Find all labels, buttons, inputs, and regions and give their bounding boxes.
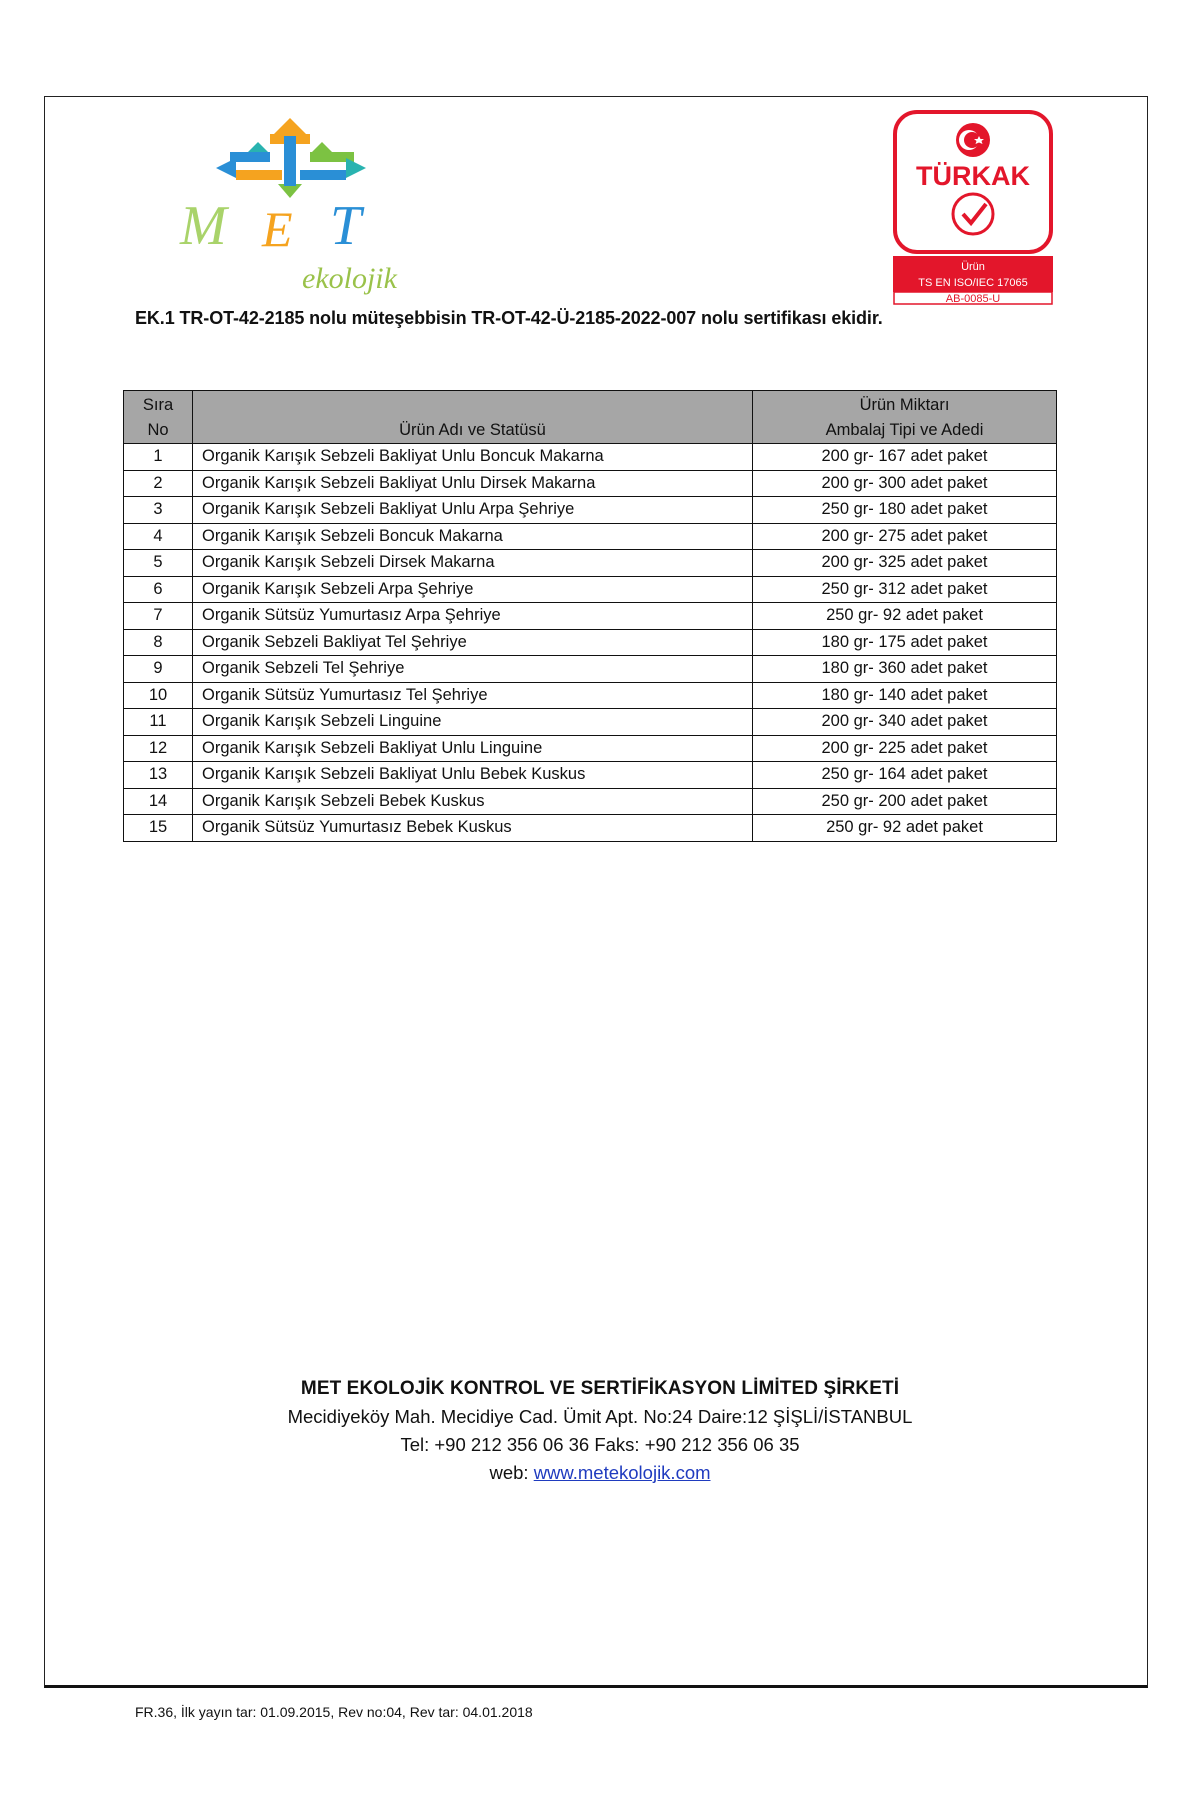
met-ekolojik-logo: [170, 112, 420, 302]
row-quantity: 250 gr- 92 adet paket: [753, 603, 1057, 630]
table-row: [124, 735, 1057, 762]
header-product-name-text: Ürün Adı ve Statüsü: [399, 421, 546, 439]
header-quantity: [753, 391, 1057, 444]
logo-letter-e: E: [262, 201, 293, 257]
header-quantity-line2: Ambalaj Tipi ve Adedi: [825, 421, 984, 439]
row-sequence-no: 4: [124, 523, 193, 550]
certificate-annex-statement: EK.1 TR-OT-42-2185 nolu müteşebbisin TR-OT-42-Ü-2185-2022-007 nolu sertifikası ekidir.: [135, 308, 883, 328]
turkak-scope: Ürün: [961, 261, 985, 273]
table-row: [124, 788, 1057, 815]
row-sequence-no: 1: [124, 444, 193, 471]
row-product-name: Organik Karışık Sebzeli Boncuk Makarna: [193, 523, 753, 550]
table-row: [124, 603, 1057, 630]
table-row: [124, 656, 1057, 683]
row-product-name: Organik Karışık Sebzeli Bakliyat Unlu Boncuk Makarna: [193, 444, 753, 471]
row-sequence-no: 10: [124, 682, 193, 709]
logo-arrows-graphic: [216, 118, 366, 198]
row-product-name: Organik Karışık Sebzeli Bakliyat Unlu Bebek Kuskus: [193, 762, 753, 789]
row-product-name: Organik Karışık Sebzeli Bakliyat Unlu Arpa Şehriye: [193, 497, 753, 524]
row-quantity: 180 gr- 175 adet paket: [753, 629, 1057, 656]
row-sequence-no: 15: [124, 815, 193, 842]
company-address: Mecidiyeköy Mah. Mecidiye Cad. Ümit Apt. No:24 Daire:12 ŞİŞLİ/İSTANBUL: [287, 1406, 913, 1427]
table-row: [124, 709, 1057, 736]
turkak-name: TÜRKAK: [916, 161, 1030, 191]
row-sequence-no: 7: [124, 603, 193, 630]
row-quantity: 200 gr- 325 adet paket: [753, 550, 1057, 577]
row-product-name: Organik Karışık Sebzeli Bakliyat Unlu Linguine: [193, 735, 753, 762]
row-sequence-no: 13: [124, 762, 193, 789]
website-link[interactable]: www.metekolojik.com: [533, 1462, 711, 1483]
header-product-name: [193, 391, 753, 444]
company-phone: Tel: +90 212 356 06 36 Faks: +90 212 356 06 35: [400, 1434, 800, 1455]
row-quantity: 250 gr- 180 adet paket: [753, 497, 1057, 524]
footer: [0, 1378, 1200, 1490]
row-sequence-no: 6: [124, 576, 193, 603]
table-row: [124, 470, 1057, 497]
row-sequence-no: 14: [124, 788, 193, 815]
header-quantity-line1: Ürün Miktarı: [859, 396, 950, 414]
header-sequence-line1: Sıra: [142, 396, 174, 414]
row-product-name: Organik Sütsüz Yumurtasız Arpa Şehriye: [193, 603, 753, 630]
product-table: [123, 390, 1057, 842]
row-sequence-no: 12: [124, 735, 193, 762]
row-quantity: 250 gr- 164 adet paket: [753, 762, 1057, 789]
turkak-code: AB-0085-U: [945, 293, 1001, 305]
row-quantity: 180 gr- 360 adet paket: [753, 656, 1057, 683]
row-sequence-no: 9: [124, 656, 193, 683]
row-sequence-no: 3: [124, 497, 193, 524]
table-row: [124, 815, 1057, 842]
row-product-name: Organik Sebzeli Bakliyat Tel Şehriye: [193, 629, 753, 656]
header-sequence-no: [124, 391, 193, 444]
logo-letter-t: T: [330, 195, 362, 257]
turkak-accreditation-logo: [893, 110, 1053, 305]
row-quantity: 250 gr- 312 adet paket: [753, 576, 1057, 603]
table-row: [124, 497, 1057, 524]
row-product-name: Organik Karışık Sebzeli Linguine: [193, 709, 753, 736]
row-sequence-no: 5: [124, 550, 193, 577]
row-quantity: 200 gr- 300 adet paket: [753, 470, 1057, 497]
table-row: [124, 444, 1057, 471]
row-quantity: 180 gr- 140 adet paket: [753, 682, 1057, 709]
header-sequence-line2: No: [147, 421, 169, 439]
table-row: [124, 523, 1057, 550]
row-quantity: 200 gr- 167 adet paket: [753, 444, 1057, 471]
table-row: [124, 629, 1057, 656]
table-row: [124, 576, 1057, 603]
company-name: MET EKOLOJİK KONTROL VE SERTİFİKASYON LİMİTED ŞİRKETİ: [300, 1378, 900, 1399]
row-product-name: Organik Karışık Sebzeli Arpa Şehriye: [193, 576, 753, 603]
row-quantity: 250 gr- 92 adet paket: [753, 815, 1057, 842]
row-quantity: 200 gr- 275 adet paket: [753, 523, 1057, 550]
row-sequence-no: 2: [124, 470, 193, 497]
turkak-standard: TS EN ISO/IEC 17065: [918, 277, 1028, 289]
web-label: web:: [489, 1462, 529, 1483]
table-row: [124, 682, 1057, 709]
logo-subtitle: ekolojik: [302, 262, 397, 295]
row-product-name: Organik Karışık Sebzeli Dirsek Makarna: [193, 550, 753, 577]
row-product-name: Organik Sebzeli Tel Şehriye: [193, 656, 753, 683]
row-product-name: Organik Sütsüz Yumurtasız Tel Şehriye: [193, 682, 753, 709]
row-quantity: 200 gr- 340 adet paket: [753, 709, 1057, 736]
table-row: [124, 762, 1057, 789]
logo-letter-m: M: [180, 195, 227, 257]
product-rows: [124, 444, 1057, 842]
row-sequence-no: 11: [124, 709, 193, 736]
row-quantity: 250 gr- 200 adet paket: [753, 788, 1057, 815]
table-row: [124, 550, 1057, 577]
row-product-name: Organik Karışık Sebzeli Bebek Kuskus: [193, 788, 753, 815]
row-sequence-no: 8: [124, 629, 193, 656]
table-header-row: [124, 391, 1057, 444]
form-revision-info: FR.36, İlk yayın tar: 01.09.2015, Rev no:04, Rev tar: 04.01.2018: [135, 1704, 533, 1720]
row-product-name: Organik Sütsüz Yumurtasız Bebek Kuskus: [193, 815, 753, 842]
row-product-name: Organik Karışık Sebzeli Bakliyat Unlu Dirsek Makarna: [193, 470, 753, 497]
company-web: [0, 1462, 1200, 1484]
row-quantity: 200 gr- 225 adet paket: [753, 735, 1057, 762]
